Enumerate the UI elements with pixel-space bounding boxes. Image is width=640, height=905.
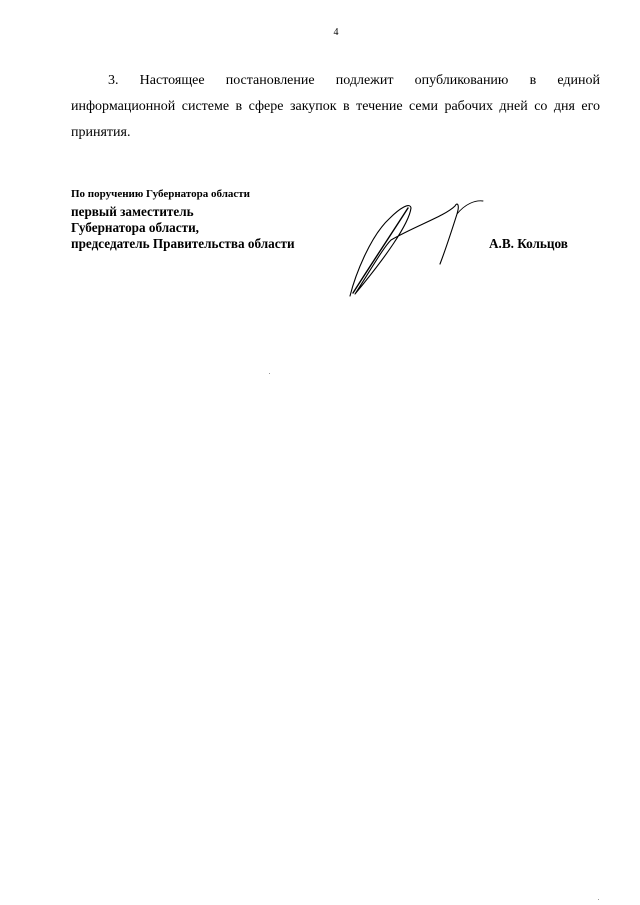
scan-speck <box>269 373 270 374</box>
position-line-3: председатель Правительства области <box>71 236 295 251</box>
signature-stroke-tail <box>457 201 483 214</box>
position-line-1: первый заместитель <box>71 204 194 219</box>
position-line-2: Губернатора области, <box>71 220 199 235</box>
authority-line: По поручению Губернатора области <box>71 188 251 200</box>
scan-speck <box>598 899 599 900</box>
signature-block <box>71 187 295 252</box>
signatory-name: А.В. Кольцов <box>489 236 568 251</box>
signature-stroke-main <box>350 204 458 296</box>
handwritten-signature <box>345 196 490 301</box>
paragraph-3: 3. Настоящее постановление подлежит опубликованию в единой информационной системе в сфере закупок в течение семи рабочих дней со дня его принятия. <box>71 73 600 140</box>
signature-stroke-diagonal <box>353 208 408 293</box>
page-number: 4 <box>333 27 339 38</box>
